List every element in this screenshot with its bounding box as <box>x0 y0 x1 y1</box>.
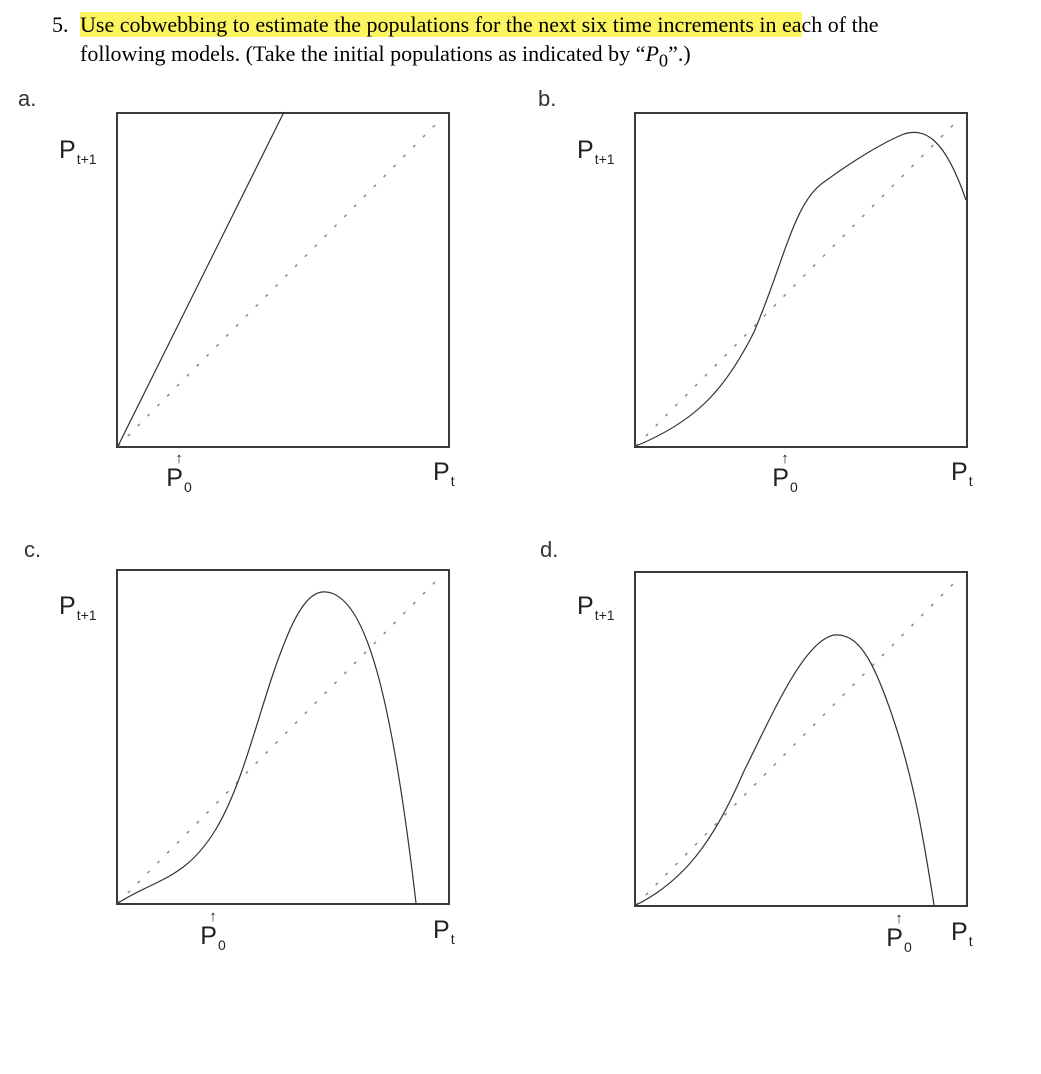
panel-c-p0-marker <box>198 910 228 952</box>
panel-d-curve <box>636 635 934 905</box>
panel-c-x-axis-sub: t <box>450 931 455 947</box>
panel-c-p0-sub: 0 <box>217 937 226 953</box>
panel-b-curve <box>636 132 966 446</box>
panel-a-p0-symbol: P <box>166 464 183 492</box>
panel-c-plot <box>116 569 450 905</box>
panel-c-x-axis-symbol: P <box>433 916 450 944</box>
panel-b-y-axis-label <box>577 138 615 166</box>
panel-b-p0-sub: 0 <box>789 479 798 495</box>
problem-line-2 <box>80 39 691 75</box>
panel-b-p0-marker <box>770 452 800 494</box>
panel-a-y-axis-symbol: P <box>59 136 76 164</box>
panel-b-y-axis-sub: t+1 <box>594 151 615 167</box>
panel-b-x-axis-label <box>951 460 973 488</box>
panel-a-x-axis-label <box>433 460 455 488</box>
panel-c-p0-symbol: P <box>200 922 217 950</box>
panel-d-y-axis-label <box>577 594 615 622</box>
panel-b-y-axis-symbol: P <box>577 136 594 164</box>
up-arrow-icon: ↑ <box>175 450 183 467</box>
problem-line-2-end: ”.) <box>668 41 691 66</box>
highlighted-text: Use cobwebbing to estimate the populations for the next six time increments in ea <box>80 12 802 37</box>
panel-d-x-axis-sub: t <box>968 933 973 949</box>
panel-a-y-axis-label <box>59 138 97 166</box>
panel-d-diagonal-line <box>636 583 954 905</box>
panel-b-x-axis-symbol: P <box>951 458 968 486</box>
panel-c-p0-label <box>200 922 226 953</box>
panel-a-diagonal-line <box>118 124 436 446</box>
panel-d-p0-symbol: P <box>886 924 903 952</box>
panel-c-y-axis-sub: t+1 <box>76 607 97 623</box>
panel-a-x-axis-sub: t <box>450 473 455 489</box>
panel-c-diagonal-line <box>118 581 436 903</box>
panel-c-letter: c. <box>24 537 42 562</box>
panel-c-y-axis-label <box>59 594 97 622</box>
up-arrow-icon: ↑ <box>895 910 903 927</box>
up-arrow-icon: ↑ <box>781 450 789 467</box>
panel-d-x-axis-symbol: P <box>951 918 968 946</box>
panel-b-plot <box>634 112 968 448</box>
panel-d-p0-label <box>886 924 912 955</box>
up-arrow-icon: ↑ <box>209 908 217 925</box>
panel-b-letter: b. <box>538 86 557 111</box>
panel-a-curve <box>118 112 284 446</box>
panel-a-p0-marker <box>164 452 194 494</box>
panel-a-p0-sub: 0 <box>183 479 192 495</box>
panel-c-x-axis-label <box>433 918 455 946</box>
panel-a-letter: a. <box>18 86 37 111</box>
panel-c-y-axis-symbol: P <box>59 592 76 620</box>
panel-d-y-axis-sub: t+1 <box>594 607 615 623</box>
panel-a-p0-label <box>166 464 192 495</box>
p0-inline-p: P <box>645 41 659 66</box>
panel-a-y-axis-sub: t+1 <box>76 151 97 167</box>
panel-d-y-axis-symbol: P <box>577 592 594 620</box>
panel-b-diagonal-line <box>636 124 954 446</box>
panel-d-plot <box>634 571 968 907</box>
problem-line-1-rest: ch of the <box>801 12 879 37</box>
problem-line-1 <box>80 10 879 39</box>
panel-a-x-axis-symbol: P <box>433 458 450 486</box>
p0-inline-symbol <box>645 41 658 66</box>
panel-c-curve <box>118 592 416 903</box>
p0-inline-sub: 0 <box>658 50 669 71</box>
panel-d-x-axis-label <box>951 920 973 948</box>
problem-number: 5. <box>52 12 69 37</box>
panel-b-x-axis-sub: t <box>968 473 973 489</box>
panel-b-p0-label <box>772 464 798 495</box>
panel-d-p0-sub: 0 <box>903 939 912 955</box>
panel-b-p0-symbol: P <box>772 464 789 492</box>
panel-d-letter: d. <box>540 537 559 562</box>
panel-d-p0-marker <box>884 912 914 954</box>
problem-line-2-text: following models. (Take the initial populations as indicated by “ <box>80 41 646 66</box>
panel-a-plot <box>116 112 450 448</box>
